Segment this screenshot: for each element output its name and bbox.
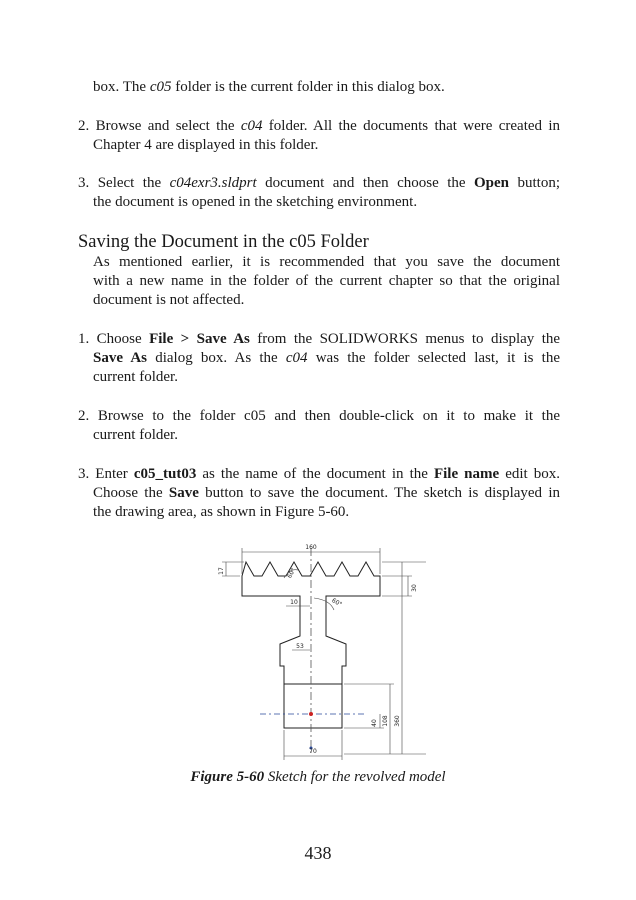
text-line: the drawing area, as shown in Figure 5-60. xyxy=(93,504,350,520)
save-step-3 xyxy=(78,465,560,484)
save-step-2-cont xyxy=(93,426,560,445)
dim-360: 360 xyxy=(394,715,401,727)
section-intro xyxy=(93,253,560,310)
dim-53: 53 xyxy=(296,643,304,650)
text-line: As mentioned earlier, it is recommended that you save the document xyxy=(93,254,560,270)
dim-108: 108 xyxy=(382,715,389,727)
angle-arc-2 xyxy=(314,598,334,610)
angle-60-a: 60° xyxy=(286,566,298,580)
text-line: 1. Choose File > Save As from the SOLIDWORKS menus to display the xyxy=(78,331,561,347)
text-line: 2. Browse to the folder c05 and then double-click on it to make it the xyxy=(78,408,560,424)
dim-160: 160 xyxy=(305,544,317,551)
text-line: document is not affected. xyxy=(93,292,245,308)
paragraph-continuation xyxy=(93,78,563,97)
text-line: 3. Select the c04exr3.sldprt document and then choose the Open button; xyxy=(78,175,560,191)
step-2-browse-c04 xyxy=(78,117,560,136)
sketch-figure xyxy=(214,538,426,768)
dim-17: 17 xyxy=(218,567,225,575)
text-line: box. The c05 folder is the current folder in this dialog box. xyxy=(93,79,445,95)
dim-10: 10 xyxy=(290,599,298,606)
text-line: 2. Browse and select the c04 folder. All the documents that were created in xyxy=(78,118,561,134)
save-step-1 xyxy=(78,330,560,349)
figure-caption: Figure 5-60 Sketch for the revolved model xyxy=(190,769,446,785)
text-line: Chapter 4 are displayed in this folder. xyxy=(93,137,319,153)
lower-body-outline xyxy=(284,684,342,728)
text-line: current folder. xyxy=(93,369,178,385)
page-number: 438 xyxy=(304,843,332,863)
text-line: the document is opened in the sketching environment. xyxy=(93,194,418,210)
save-step-1-cont xyxy=(93,349,560,387)
save-step-3-cont xyxy=(93,484,560,522)
angle-60-b: 60° xyxy=(330,597,344,609)
text-line: with a new name in the folder of the current chapter so that the original xyxy=(93,273,560,289)
step-3-select-doc xyxy=(78,174,560,193)
text-line: current folder. xyxy=(93,427,178,443)
text-line: Choose the Save button to save the document. The sketch is displayed in xyxy=(93,485,560,501)
dim-40: 40 xyxy=(371,719,378,727)
text-line: 3. Enter c05_tut03 as the name of the document in the File name edit box. xyxy=(78,466,560,482)
dim-30: 30 xyxy=(411,584,418,592)
save-step-2 xyxy=(78,407,560,426)
step-2-line-2 xyxy=(93,136,560,155)
section-heading: Saving the Document in the c05 Folder xyxy=(78,232,369,252)
origin-point xyxy=(309,712,313,716)
text-line: Save As dialog box. As the c04 was the folder selected last, it is the xyxy=(93,350,560,366)
dim-70: 70 xyxy=(309,748,317,755)
step-3-line-2 xyxy=(93,193,560,212)
